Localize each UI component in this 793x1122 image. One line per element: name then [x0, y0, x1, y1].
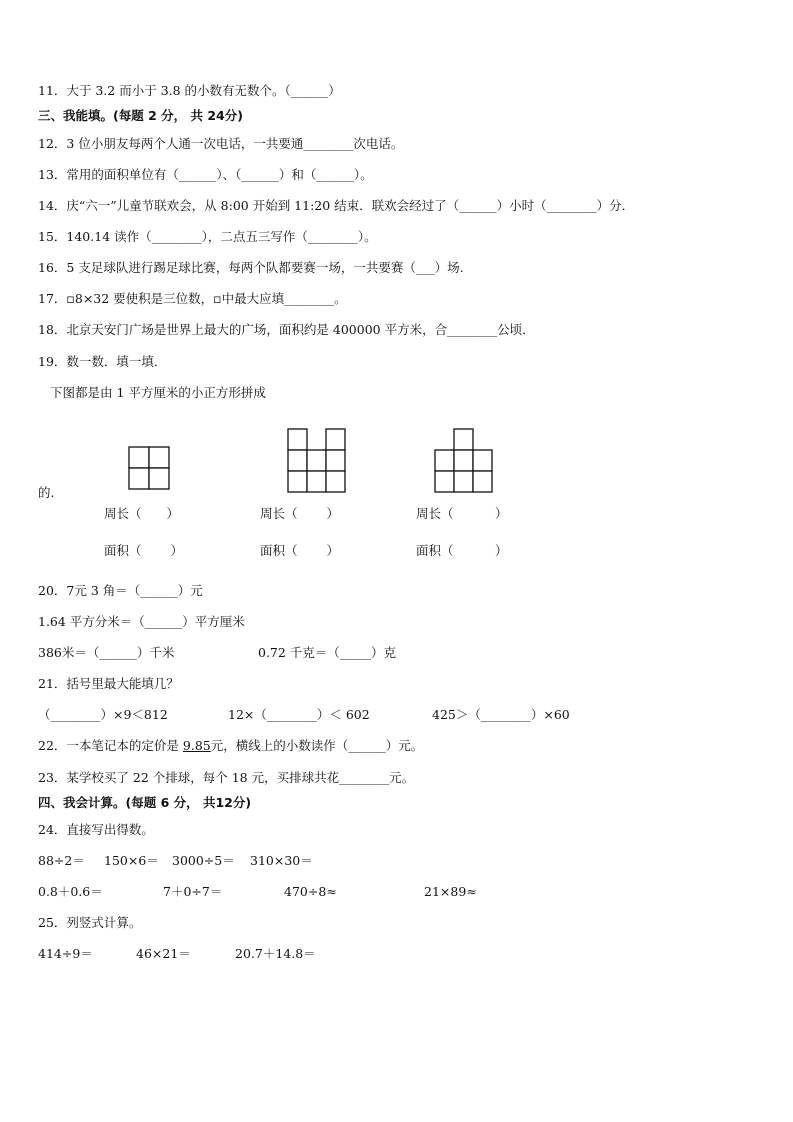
question-22-underlined-number: 9.85	[182, 738, 211, 753]
figure-tower-shape	[287, 428, 349, 494]
question-20d: 0.72 千克＝（_____）克	[258, 645, 397, 660]
section-4-heading: 四、我会计算。(每题 6 分， 共12分)	[38, 795, 252, 810]
question-15: 15．140.14 读作（________），二点五三写作（________）。	[38, 229, 377, 244]
question-22	[38, 738, 423, 754]
calc-24-5: 0.8＋0.6＝	[38, 884, 103, 899]
question-20a: 20．7元 3 角＝（______）元	[38, 583, 203, 598]
calc-25-3: 20.7＋14.8＝	[235, 946, 316, 961]
calc-25-2: 46×21＝	[136, 946, 191, 961]
question-24: 24．直接写出得数。	[38, 822, 154, 837]
question-22-suffix: 元，横线上的小数读作（______）元。	[210, 738, 424, 753]
calc-24-6: 7＋0÷7＝	[163, 884, 223, 899]
question-16: 16．5 支足球队进行踢足球比赛，每两个队都要赛一场，一共要赛（___）场.	[38, 260, 464, 275]
figure-2-area: 面积（ ）	[260, 543, 339, 558]
question-17: 17．▫8×32 要使积是三位数，▫中最大应填________。	[38, 291, 347, 306]
calc-24-7: 470÷8≈	[284, 884, 337, 899]
question-23: 23．某学校买了 22 个排球，每个 18 元，买排球共花________元。	[38, 770, 415, 785]
question-25: 25．列竖式计算。	[38, 915, 142, 930]
calc-24-1: 88÷2＝	[38, 853, 85, 868]
calc-25-1: 414÷9＝	[38, 946, 93, 961]
figure-stepped-shape	[434, 428, 496, 494]
question-20b: 1.64 平方分米＝（______）平方厘米	[38, 614, 245, 629]
figure-3-perimeter: 周长（ ）	[416, 506, 508, 521]
figure-3-area: 面积（ ）	[416, 543, 508, 558]
question-13: 13．常用的面积单位有（______）、（______）和（______）。	[38, 167, 373, 182]
question-12: 12．3 位小朋友每两个人通一次电话，一共要通________次电话。	[38, 136, 404, 151]
calc-24-4: 310×30＝	[250, 853, 313, 868]
question-14: 14．庆“六一”儿童节联欢会，从 8:00 开始到 11:20 结束．联欢会经过了（______）小时（________）分．	[38, 198, 635, 213]
question-22-prefix: 22．一本笔记本的定价是	[38, 738, 183, 753]
figure-2-perimeter: 周长（ ）	[260, 506, 339, 521]
question-20c: 386米＝（______）千米	[38, 645, 175, 660]
question-21b: 12×（________）＜ 602	[228, 707, 370, 722]
figure-1-perimeter: 周长（ ）	[104, 506, 180, 521]
section-3-heading: 三、我能填。(每题 2 分， 共 24分)	[38, 108, 243, 123]
question-11: 11．大于 3.2 而小于 3.8 的小数有无数个。（______）	[38, 83, 341, 98]
question-19-tail: 的.	[38, 485, 55, 500]
question-19-description: 下图都是由 1 平方厘米的小正方形拼成	[50, 385, 266, 400]
question-21c: 425＞（________）×60	[432, 707, 570, 722]
question-21: 21．括号里最大能填几？	[38, 676, 179, 691]
calc-24-8: 21×89≈	[424, 884, 477, 899]
question-18: 18．北京天安门广场是世界上最大的广场，面积约是 400000 平方米，合________公顷．	[38, 322, 535, 337]
question-21a: （________）×9＜812	[38, 707, 168, 722]
calc-24-2: 150×6＝	[104, 853, 159, 868]
figure-square-2x2	[128, 446, 172, 492]
figure-1-area: 面积（ ）	[104, 543, 183, 558]
question-19: 19．数一数．填一填．	[38, 354, 167, 369]
calc-24-3: 3000÷5＝	[172, 853, 235, 868]
